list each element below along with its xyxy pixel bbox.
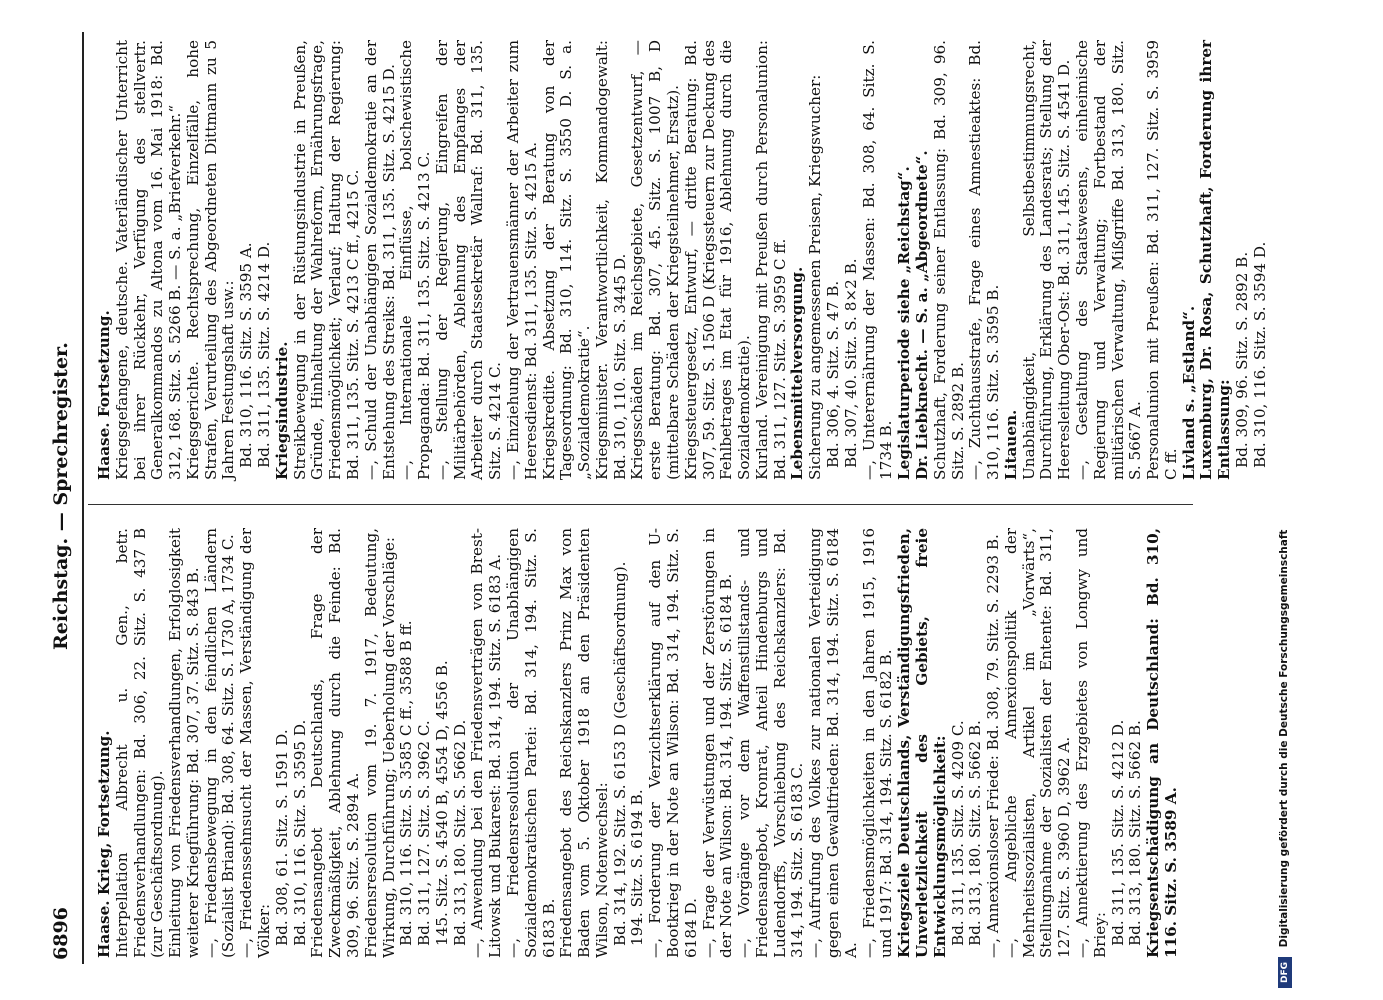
index-entry: 194. Sitz. S. 6194 B. [628,789,647,946]
column-intro: Haase. Krieg, Fortsetzung. [95,730,113,958]
index-entry: 145. Sitz. S. 4540 B, 4554 D, 4556 B. [432,660,451,946]
index-entry: Interpellation Albrecht u. Gen., betr. Friedensverhandlungen: Bd. 306, 22. Sitz. S. 437 B (zur Geschäftsordnung). [112,528,167,958]
index-entry: Kriegsgefangene, deutsche. Vaterländischer Unterricht bei ihrer Rückkehr, Verfügung des stellvertr. Generalkommandos zu Altona vom 16. Mai 1918: Bd. 312, 168. Sitz. S. 5266 B. — S. a. „Briefverkehr.“ [112,40,185,480]
page-number: 6896 [50,907,72,960]
column-divider [88,504,1193,505]
left-column [96,528,1181,958]
index-entry: Kriegsentschädigung an Deutschland: Bd. 310, 116. Sitz. S. 3589 A. [1144,528,1180,958]
index-entry: Bd. 311, 135. Sitz. S. 4212 D. [1108,719,1127,946]
index-entry: Bd. 313, 180. Sitz. S. 5662 B. [966,720,985,946]
index-entry: Bd. 310, 116. Sitz. S. 3595 A. [237,242,256,468]
index-entry: Bd. 311, 135. Sitz. S. 4214 D. [255,241,274,468]
index-entry: —, Unterernährung der Massen: Bd. 308, 64. Sitz. S. 1734 B. [859,40,896,480]
index-entry: Litauen. [1001,409,1020,480]
index-entry: —, Friedensmöglichkeiten in den Jahren 1915, 1916 und 1917: Bd. 314, 194. Sitz. S. 6182 B. [859,528,896,958]
index-entry: Bd. 310, 116. Sitz. S. 3594 D. [1250,241,1269,468]
index-entry: Bd. 311, 135. Sitz. S. 4209 C. [948,720,967,946]
index-entry: Bd. 313, 180. Sitz. S. 5662 D. [450,719,469,946]
index-entry: Kriegsminister. Verantwortlichkeit, Kommandogewalt: Bd. 310, 110. Sitz. S. 3445 D. [592,40,629,480]
index-entry: Schutzhaft, Forderung seiner Entlassung: Bd. 309, 96. Sitz. S. 2892 B. [930,40,967,480]
index-entry: —, Anwendung bei den Friedensverträgen von Brest-Litowsk und Bukarest: Bd. 314, 194. Sitz. S. 6183 A. [468,528,505,958]
index-entry: Sicherung zu angemessenen Preisen, Kriegswucher: [806,74,825,480]
index-entry: —, Aufrufung des Volkes zur nationalen Verteidigung gegen einen Gewaltfrieden: Bd. 314, 194. Sitz. S. 6184 A. [806,528,860,958]
index-entry: Bd. 307, 40. Sitz. S. 8×2 B. [841,258,860,468]
index-entry: —, Stellung der Regierung, Eingreifen der Militärbehörden, Ablehnung des Empfanges der Arbeiter durch Staatssekretär Wallraf: Bd. 311, 135. Sitz. S. 4214 C. [432,40,505,480]
dfg-logo-icon: DFG [1278,957,1292,988]
index-entry: —, Vorgänge vor dem Waffenstillstands- und Friedensangebot, Kronrat, Anteil Hindenburgs und Ludendorffs, Vorschiebung des Reichskanzlers: Bd. 314, 194. Sitz. S. 6183 C. [735,528,807,958]
index-entry: —, Forderung der Verzichtserklärung auf den U-Bootkrieg in der Note an Wilson: Bd. 314, 194. Sitz. S. 6184 D. [646,528,700,958]
index-entry: Dr. Liebknecht. — S. a. „Abgeordnete“. [912,150,931,480]
index-entry: —, Annexionsloser Friede: Bd. 308, 79. Sitz. S. 2293 B. [984,534,1003,958]
index-entry: —, Friedenssehnsucht der Massen, Verständigung der Völker: [237,528,274,958]
index-entry: —, Einziehung der Vertrauensmänner der Arbeiter zum Heeresdienst: Bd. 311, 135. Sitz. S. 4215 A. [503,40,540,480]
index-entry: Bd. 314, 192. Sitz. S. 6153 D (Geschäftsordnung). [610,561,629,946]
index-entry: Lebensmittelversorgung. [788,266,807,480]
index-entry: —, Zuchthausstrafe, Frage eines Amnestieaktes: Bd. 310, 116. Sitz. S. 3595 B. [966,40,1003,480]
index-entry: Kriegsindustrie. [272,341,291,480]
index-entry: Friedensresolution vom 19. 7. 1917, Bedeutung, Wirkung, Durchführung; Ueberholung der Vorschläge: [361,528,398,958]
index-entry: Bd. 310, 116. Sitz. S. 3595 D. [290,719,309,946]
index-entry: Legislaturperiode siehe „Reichstag“. [895,166,914,480]
index-entry: Kurland. Vereinigung mit Preußen durch Personalunion: Bd. 311, 127. Sitz. S. 3959 C ff. [752,40,789,480]
index-entry: Unabhängigkeit, Selbstbestimmungsrecht, Durchführung, Erklärung des Landesrats; Stellung der Heeresleitung Ober-Ost: Bd. 311, 145. Sitz. S. 4541 D. [1019,40,1074,480]
index-entry: Kriegsziele Deutschlands, Verständigungsfrieden, Unverletzlichkeit des Gebiets, freie Entwicklungsmöglichkeit: [895,528,949,958]
index-entry: Kriegsschäden im Reichsgebiete, Gesetzentwurf, — erste Beratung: Bd. 307, 45. Sitz. S. 1007 B, D (mittelbare Schäden der Kriegsteilnehmer, Ersatz). [628,40,682,480]
index-entry: —, Schuld der Unabhängigen Sozialdemokratie an der Entstehung des Streiks: Bd. 311, 135. Sitz. S. 4215 D. [361,40,398,480]
index-entry: Bd. 310, 116. Sitz. S. 3585 C ff., 3588 B ff. [397,620,416,946]
index-entry: Kriegskredite. Absetzung der Beratung von der Tagesordnung: Bd. 310, 114. Sitz. S. 3550 D. S. a. „Sozialdemokratie“. [539,40,594,480]
index-entry: —, Friedensresolution der Unabhängigen Sozialdemokratischen Partei: Bd. 314, 194. Sitz. S. 6183 B. [503,528,558,958]
index-entry: Bd. 308, 61. Sitz. S. 1591 D. [272,729,291,946]
index-entry: —, Frage der Verwüstungen und der Zerstörungen in der Note an Wilson: Bd. 314, 194. Sitz. S. 6184 B. [699,528,736,958]
column-intro: Haase. Fortsetzung. [95,310,113,480]
index-entry: —, Angebliche Annexionspolitik der Mehrheitssozialisten, Artikel im „Vorwärts“, Stellungnahme der Sozialisten der Entente: Bd. 311, 127. Sitz. S. 3960 D, 3962 A. [1001,528,1074,958]
index-entry: Bd. 306, 4. Sitz. S. 47 B. [824,280,843,468]
index-entry: Streikbewegung in der Rüstungsindustrie in Preußen, Gründe, Hinhaltung der Wahlreform, Ernährungsfrage, Friedensmöglichkeit; Verlauf; Haltung der Regierung: Bd. 311, 135. Sitz. S. 4213 C ff., 4215 C. [290,40,362,480]
index-entry: Luxemburg, Dr. Rosa, Schutzhaft, Forderung ihrer Entlassung: [1197,40,1234,480]
index-entry: Personalunion mit Preußen: Bd. 311, 127. Sitz. S. 3959 C ff. [1144,40,1180,480]
header-rule [82,32,84,964]
index-entry: Kriegsgerichte. Rechtsprechung, Einzelfälle, hohe Strafen, Verurteilung des Abgeordneten Dittmann zu 5 Jahren Festungshaft usw.: [183,40,238,480]
index-entry: Friedensangebot Deutschlands, Frage der Zweckmäßigkeit, Ablehnung durch die Feinde: Bd. 309, 96. Sitz. S. 2894 A. [308,528,362,958]
index-entry: Kriegssteuergesetz, Entwurf, — dritte Beratung: Bd. 307, 59. Sitz. S. 1506 D (Kriegssteuern zur Deckung des Fehlbetrages im Etat für 1916, Ablehnung durch die Sozialdemokratie). [681,40,754,480]
index-entry: Bd. 313, 180. Sitz. S. 5662 B. [1126,720,1145,946]
index-entry: —, Friedensbewegung in den feindlichen Ländern (Sozialist Briand): Bd. 308, 64. Sitz. S. 1730 A, 1734 C. [201,528,238,958]
digitization-credit [1278,8,1298,988]
index-entry: —, Gestaltung des Staatswesens, einheimische Regierung und Verwaltung; Fortbestand der militärischen Verwaltung, Mißgriffe Bd. 313, 180. Sitz. S. 5667 A. [1072,40,1145,480]
index-entry: Bd. 311, 127. Sitz. S. 3962 C. [415,720,434,946]
digitization-note: Digitalisierung gefördert durch die Deutsche Forschungsgemeinschaft [1278,529,1290,948]
page-header [0,0,70,1000]
index-entry: Friedensangebot des Reichskanzlers Prinz Max von Baden vom 5. Oktober 1918 an den Präsidenten Wilson, Notenwechsel: [557,528,611,958]
index-entry: —, Internationale Einflüsse, bolschewistische Propaganda: Bd. 311, 135. Sitz. S. 4213 C. [397,40,434,480]
right-column [96,40,1270,480]
index-entry: Bd. 309, 96. Sitz. S. 2892 B. [1233,251,1251,468]
index-entry: Livland s. „Estland“. [1179,305,1198,480]
index-entry: Einleitung von Friedensverhandlungen, Erfolglosigkeit weiterer Kriegführung: Bd. 307, 37. Sitz. S. 843 B. [166,528,202,958]
running-title: Reichstag. — Sprechregister. [50,342,72,650]
index-entry: —, Annektierung des Erzgebietes von Longwy und Briey: [1072,528,1109,958]
